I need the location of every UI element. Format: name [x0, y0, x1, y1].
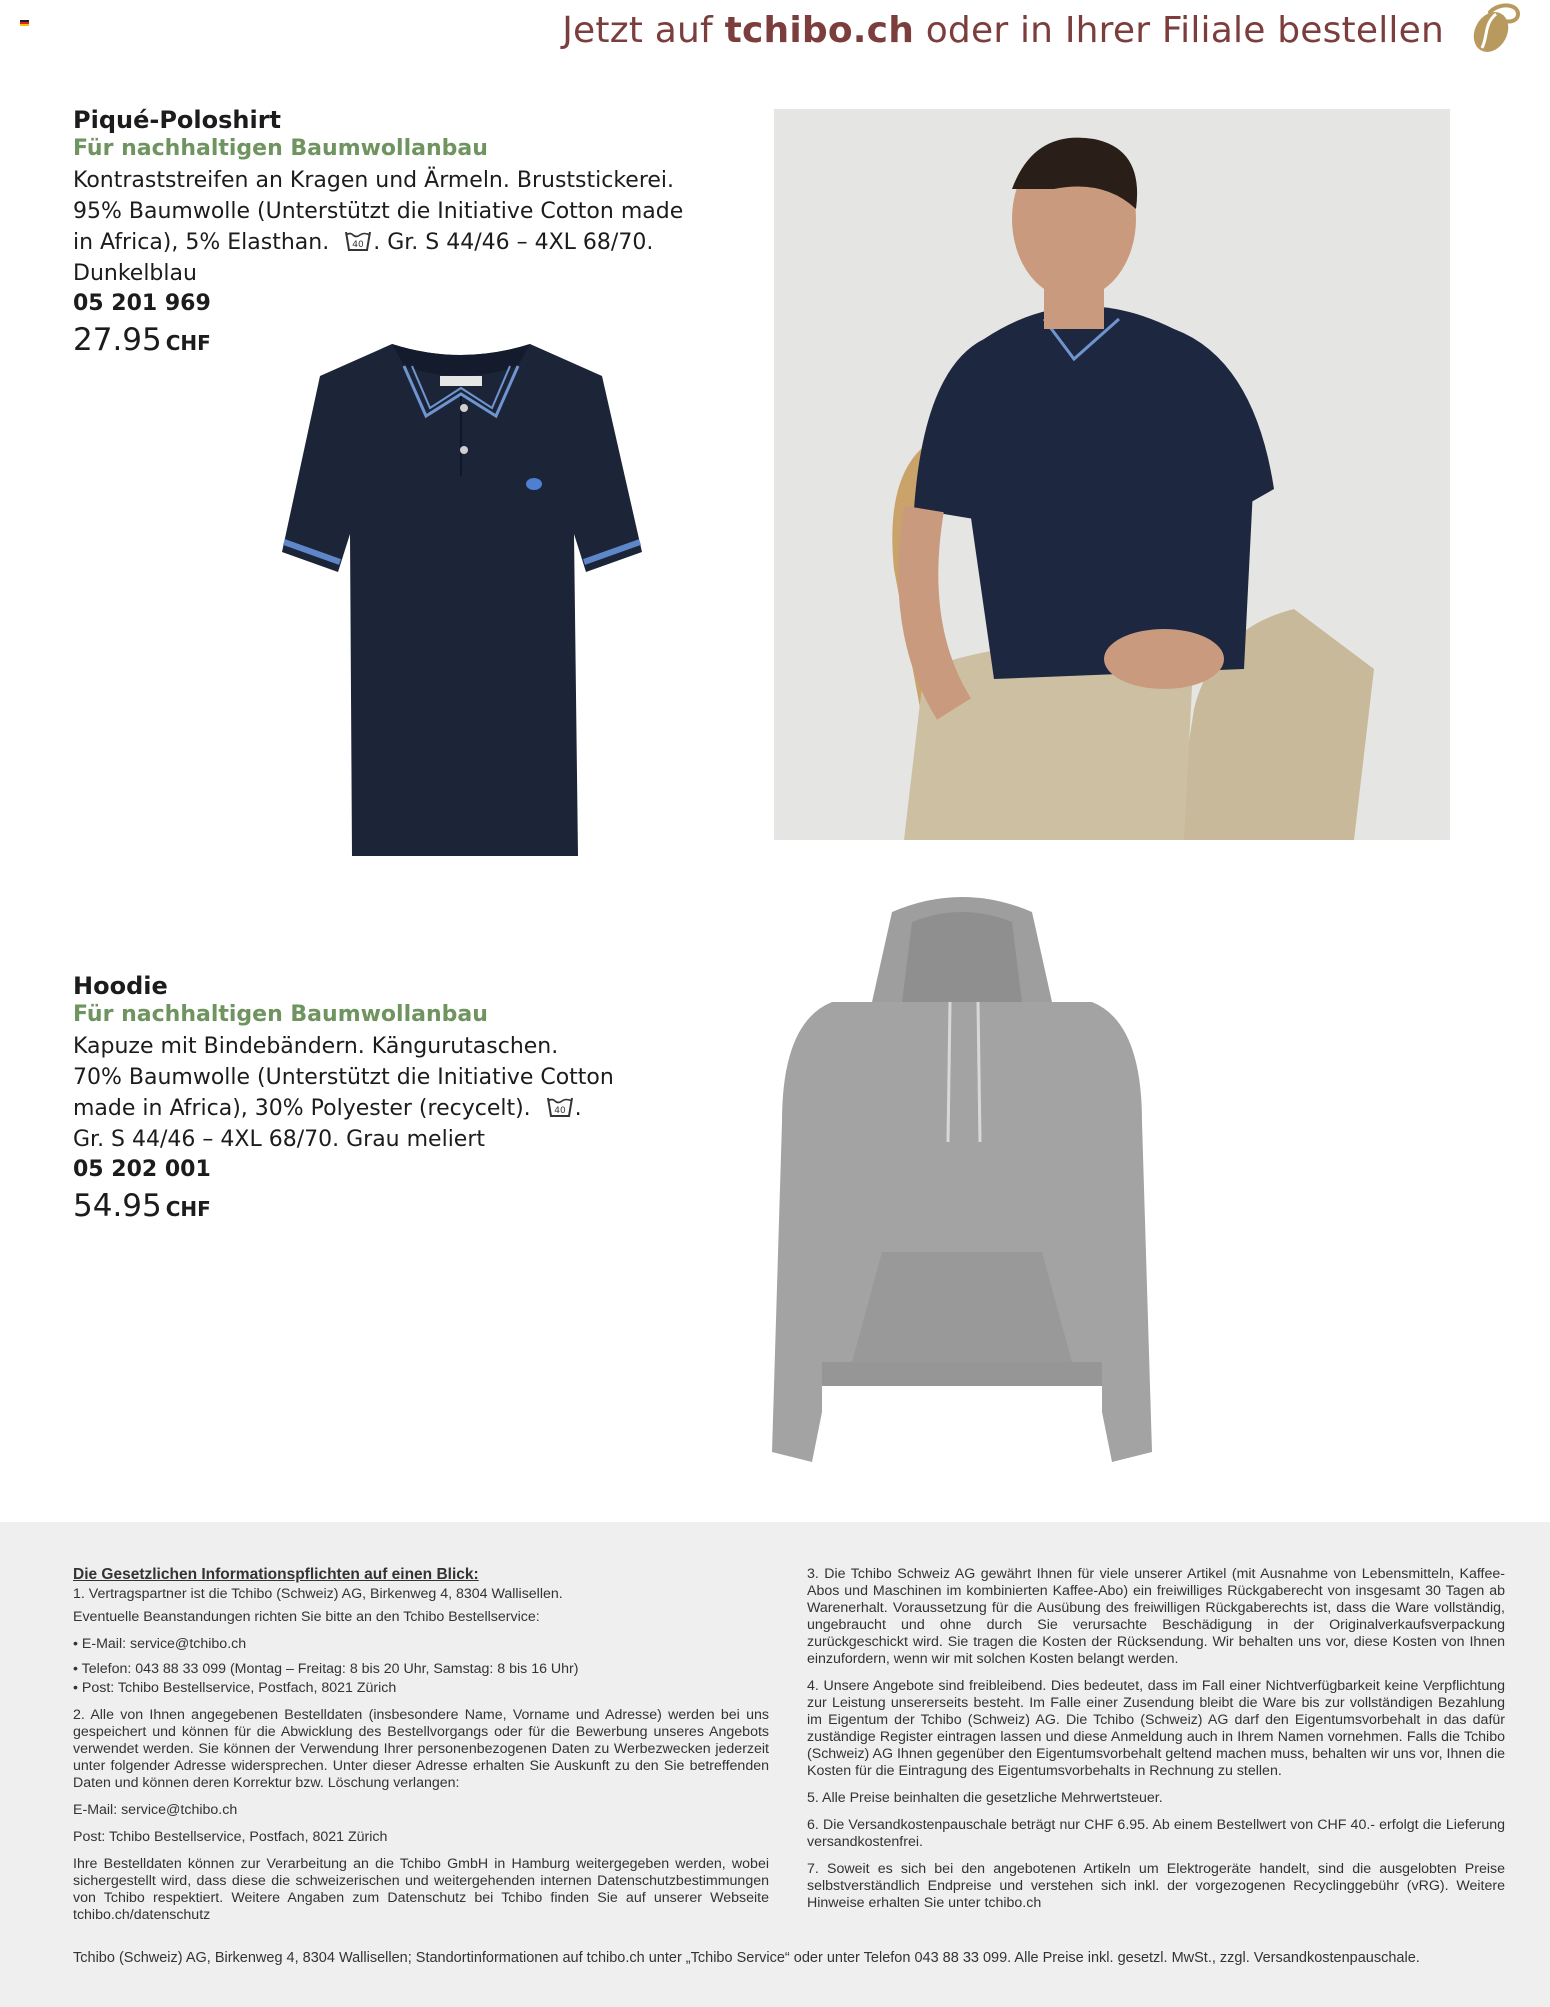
legal-paragraph: 1. Vertragspartner ist die Tchibo (Schweiz) AG, Birkenweg 4, 8304 Wallisellen. [73, 1586, 563, 1602]
legal-paragraph: 2. Alle von Ihnen angegebenen Bestelldaten (insbesondere Name, Vorname und Adresse) werden bei uns gespeichert und können für die Abwicklung des Bestellvorgangs oder für die Bewerbung unseres Angebots verwendet werden. Sie können der Verwendung Ihrer personenbezogenen Daten zu Werbezwecken jederzeit unter folgender Adresse widersprechen. Unter dieser Adresse erhalten Sie Auskunft zu den Sie betreffenden Daten und können deren Korrektur bzw. Löschung verlangen: [73, 1707, 769, 1791]
legal-post: • Post: Tchibo Bestellservice, Postfach, 8021 Zürich [73, 1680, 397, 1696]
legal-paragraph: 7. Soweit es sich bei den angebotenen Artikeln um Elektrogeräte handelt, sind die ausgelobten Preise selbstverständlich Endpreise und verstehen sich inkl. der vorgezogenen Recyclinggebühr (vRG). Weitere Hinweise erhalten Sie unter tchibo.ch [807, 1861, 1505, 1911]
product-name: Piqué-Poloshirt [73, 106, 282, 134]
polo-shirt-image[interactable] [280, 336, 642, 864]
header-text-before: Jetzt auf [562, 10, 725, 51]
legal-column-left [73, 1566, 769, 1934]
product-price: 27.95 CHF [73, 322, 211, 358]
header-brand-link[interactable]: tchibo.ch [724, 10, 915, 51]
legal-phone: • Telefon: 043 88 33 099 (Montag – Freitag: 8 bis 20 Uhr, Samstag: 8 bis 16 Uhr) [73, 1661, 579, 1677]
language-flag-icon [20, 20, 29, 26]
product-name: Hoodie [73, 972, 168, 1000]
product-price: 54.95 CHF [73, 1188, 211, 1224]
header-text-after: oder in Ihrer Filiale bestellen [914, 10, 1444, 51]
legal-paragraph: Eventuelle Beanstandungen richten Sie bitte an den Tchibo Bestellservice: [73, 1609, 540, 1625]
legal-information-section [0, 1522, 1550, 2007]
wash-40-icon [343, 229, 373, 253]
hoodie-image[interactable] [772, 892, 1152, 1470]
legal-email-link[interactable]: E-Mail: service@tchibo.ch [73, 1802, 238, 1818]
legal-title: Die Gesetzlichen Informationspflichten auf einen Blick: [73, 1566, 479, 1583]
legal-paragraph: 5. Alle Preise beinhalten die gesetzliche Mehrwertsteuer. [807, 1790, 1163, 1806]
legal-paragraph: 3. Die Tchibo Schweiz AG gewährt Ihnen für viele unserer Artikel (mit Ausnahme von Lebensmitteln, Kaffee-Abos und Maschinen im kombinierten Kaffee-Abo) ein freiwilliges Rückgaberecht von insgesamt 30 Tagen ab Warenerhalt. Voraussetzung für die Ausübung des freiwilligen Rückgaberechts ist, dass die Ware vollständig, ungebraucht und ohne durch Sie verursachte Beschädigung in der Originalverkaufsverpackung zurückgeschickt wird. Sie tragen die Kosten der Rücksendung. Wir behalten uns vor, diese Kosten von Ihnen einzufordern, wenn wir mit solchen Kosten belangt werden. [807, 1566, 1505, 1667]
product-polo [73, 106, 693, 358]
polo-model-photo[interactable] [774, 109, 1450, 840]
wash-40-icon [545, 1095, 575, 1119]
svg-text:40: 40 [553, 1106, 566, 1116]
product-tagline: Für nachhaltigen Baumwollanbau [73, 136, 488, 161]
product-description: Kapuze mit Bindebändern. Kängurutaschen. 70% Baumwolle (Unterstützt die Initiative Cotton made in Africa), 30% Polyester (recycelt). 40 . Gr. S 44/46 – 4XL 68/70. Grau meliert [73, 1034, 614, 1152]
svg-text:40: 40 [352, 240, 364, 250]
article-number: 05 201 969 [73, 291, 211, 316]
page-header [562, 10, 1444, 51]
legal-paragraph: 4. Unsere Angebote sind freibleibend. Dies bedeutet, dass im Fall einer Nichtverfügbarkeit keine Verpflichtung zur Leistung unsererseits besteht. Im Falle einer Zusendung bleibt die Ware bis zur vollständigen Bezahlung im Eigentum der Tchibo (Schweiz) AG. Die Tchibo (Schweiz) AG darf den Eigentumsvorbehalt in das dafür zuständige Register eintragen lassen und diese Anmeldung auch in Ihrem Namen vornehmen. Falls die Tchibo (Schweiz) AG Ihnen gegenüber den Eigentumsvorbehalt geltend machen muss, behalten wir uns vor, Ihnen die Kosten für die Eintragung des Eigentumsvorbehalts in Rechnung zu stellen. [807, 1678, 1505, 1779]
product-tagline: Für nachhaltigen Baumwollanbau [73, 1002, 488, 1027]
legal-paragraph: Ihre Bestelldaten können zur Verarbeitung an die Tchibo GmbH in Hamburg weitergegeben werden, wobei sichergestellt wird, dass diese die schweizerischen und weitergehenden internen Datenschutzbestimmungen von Tchibo respektiert. Weitere Angaben zum Datenschutz bei Tchibo finden Sie auf unserer Webseite tchibo.ch/datenschutz [73, 1856, 769, 1923]
product-description: Kontraststreifen an Kragen und Ärmeln. Bruststickerei. 95% Baumwolle (Unterstützt die Initiative Cotton made in Africa), 5% Elasthan. 40 . Gr. S 44/46 – 4XL 68/70. Dunkelblau [73, 168, 684, 286]
legal-paragraph: 6. Die Versandkostenpauschale beträgt nur CHF 6.95. Ab einem Bestellwert von CHF 40.- erfolgt die Lieferung versandkostenfrei. [807, 1817, 1505, 1850]
legal-post: Post: Tchibo Bestellservice, Postfach, 8021 Zürich [73, 1829, 388, 1845]
product-hoodie [73, 972, 693, 1224]
legal-column-right [807, 1566, 1505, 1922]
article-number: 05 202 001 [73, 1157, 211, 1182]
legal-email-link[interactable]: • E-Mail: service@tchibo.ch [73, 1636, 247, 1652]
tchibo-bean-icon [1466, 2, 1522, 56]
legal-footer: Tchibo (Schweiz) AG, Birkenweg 4, 8304 Wallisellen; Standortinformationen auf tchibo.ch unter „Tchibo Service“ oder unter Telefon 043 88 33 099. Alle Preise inkl. gesetzl. MwSt., zzgl. Versandkostenpauschale. [73, 1950, 1420, 1966]
